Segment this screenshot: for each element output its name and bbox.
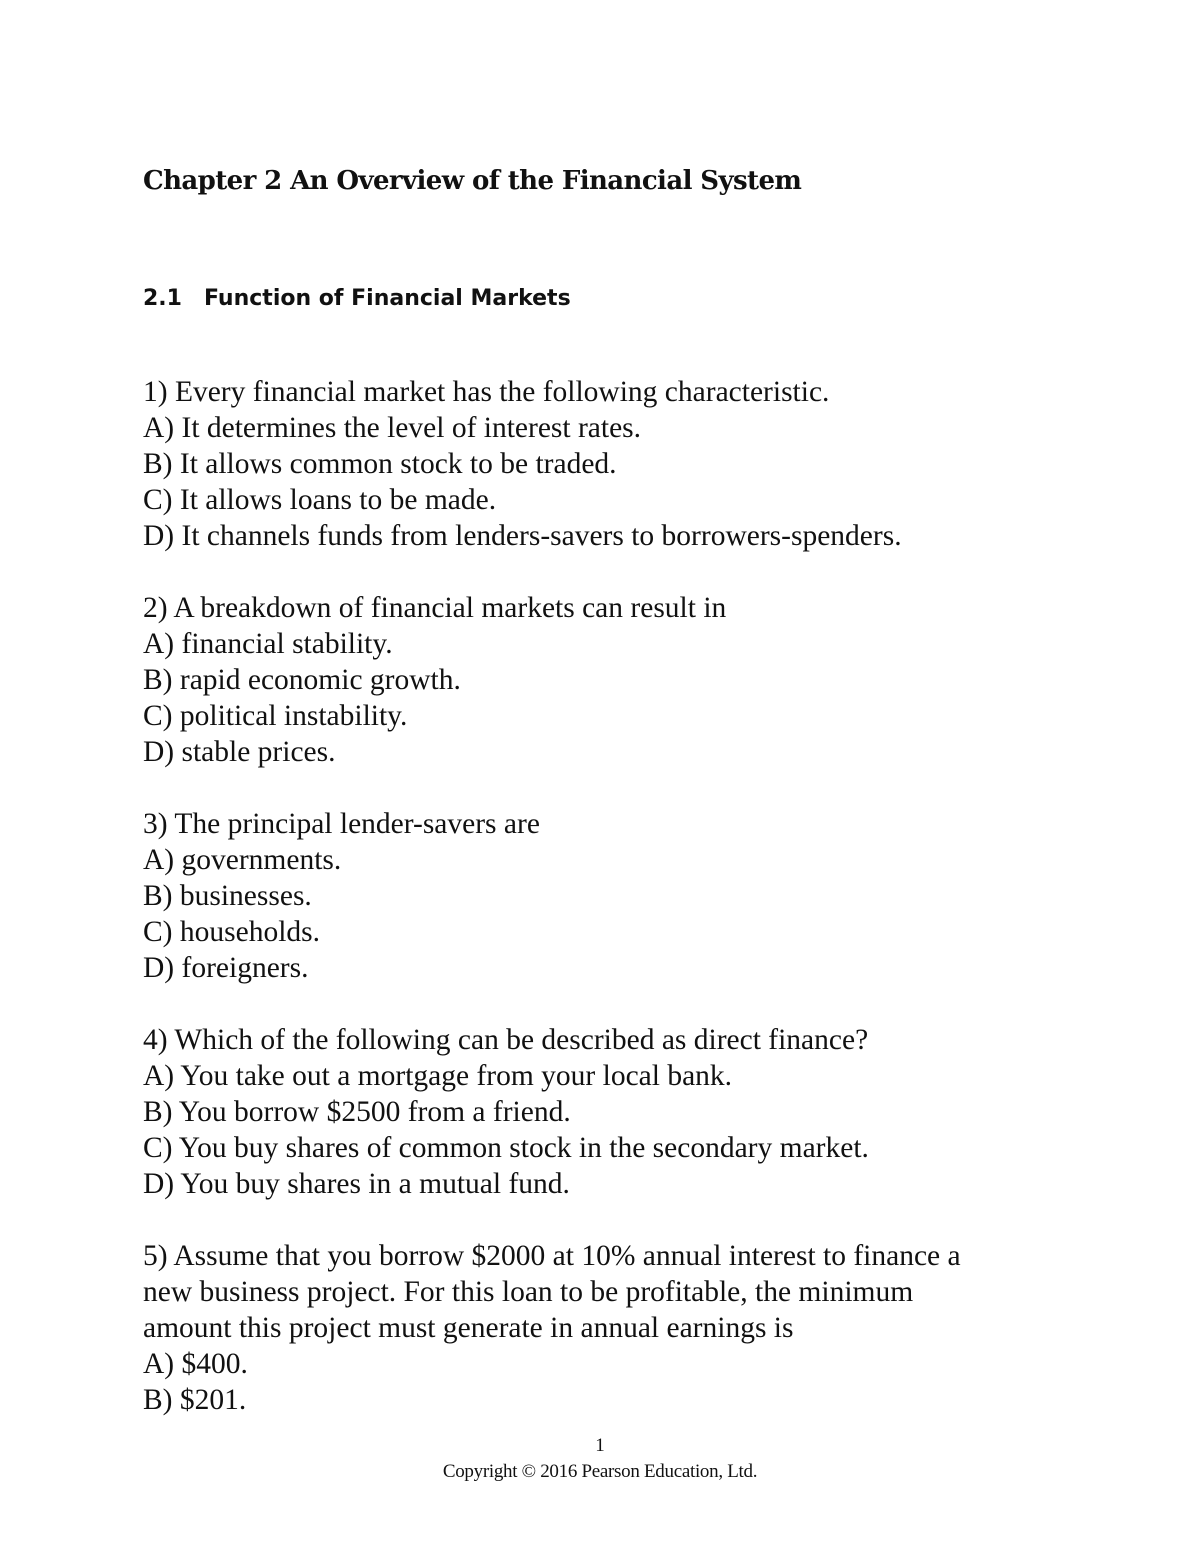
question-list <box>143 374 1043 1454</box>
copyright-notice: Copyright © 2016 Pearson Education, Ltd. <box>442 1461 758 1482</box>
question-stem: 1) Every financial market has the following characteristic. <box>143 376 830 408</box>
answer-option: D) It channels funds from lenders-savers to borrowers-spenders. <box>143 520 902 552</box>
answer-option: B) rapid economic growth. <box>143 664 461 696</box>
question-3 <box>143 806 1043 986</box>
question-stem-line: new business project. For this loan to be profitable, the minimum <box>143 1276 914 1308</box>
answer-option: C) political instability. <box>143 700 408 732</box>
page-number: 1 <box>595 1435 605 1456</box>
question-stem-line: 5) Assume that you borrow $2000 at 10% annual interest to finance a <box>143 1240 961 1272</box>
answer-option: A) $400. <box>143 1348 248 1380</box>
answer-option: C) It allows loans to be made. <box>143 484 497 516</box>
answer-option: A) financial stability. <box>143 628 393 660</box>
answer-option: C) You buy shares of common stock in the secondary market. <box>143 1132 869 1164</box>
question-stem: 4) Which of the following can be described as direct finance? <box>143 1024 869 1056</box>
question-5 <box>143 1238 1043 1418</box>
answer-option: D) stable prices. <box>143 736 336 768</box>
answer-option: B) You borrow $2500 from a friend. <box>143 1096 571 1128</box>
question-2 <box>143 590 1043 770</box>
chapter-title: Chapter 2 An Overview of the Financial System <box>143 166 802 196</box>
answer-option: A) governments. <box>143 844 342 876</box>
answer-option: A) It determines the level of interest rates. <box>143 412 642 444</box>
answer-option: D) You buy shares in a mutual fund. <box>143 1168 570 1200</box>
answer-option: A) You take out a mortgage from your local bank. <box>143 1060 733 1092</box>
question-stem: 2) A breakdown of financial markets can result in <box>143 592 727 624</box>
section-title: Function of Financial Markets <box>204 286 571 311</box>
section-heading <box>143 286 571 311</box>
question-stem-line: amount this project must generate in annual earnings is <box>143 1312 794 1344</box>
answer-option: B) It allows common stock to be traded. <box>143 448 617 480</box>
section-number: 2.1 <box>143 286 182 311</box>
answer-option: B) businesses. <box>143 880 312 912</box>
question-stem: 3) The principal lender-savers are <box>143 808 540 840</box>
question-4 <box>143 1022 1043 1202</box>
answer-option: D) foreigners. <box>143 952 309 984</box>
question-1 <box>143 374 1043 554</box>
answer-option: B) $201. <box>143 1384 247 1416</box>
answer-option: C) households. <box>143 916 320 948</box>
